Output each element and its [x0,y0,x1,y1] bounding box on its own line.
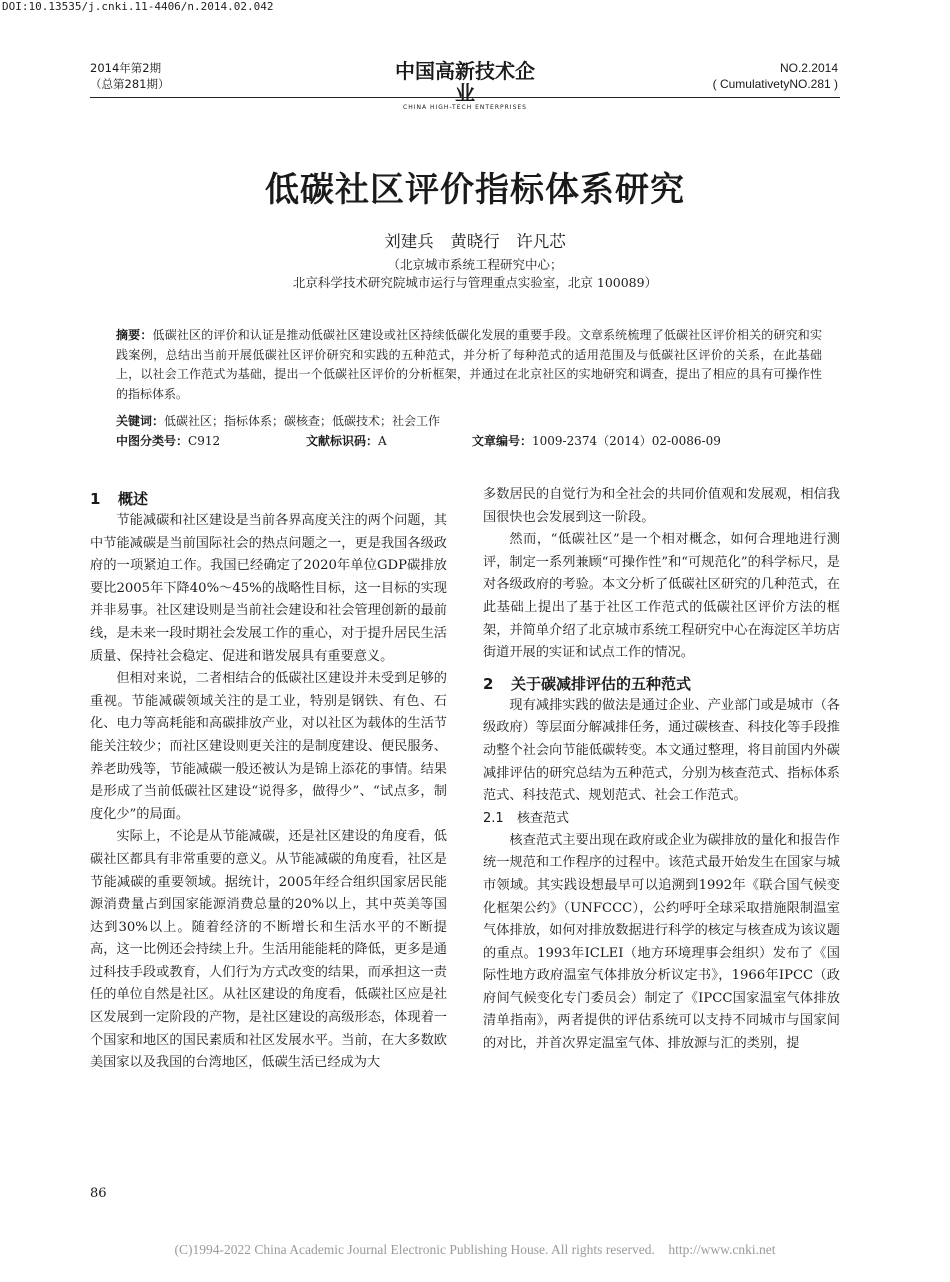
section-1-paragraph-4: 然而，“低碳社区”是一个相对概念，如何合理地进行测评，制定一系列兼顾“可操作性”和“可规范化”的科学标尺，是对各级政府的考验。本文分析了低碳社区研究的几种范式，在此基础上提出了基于社区工作范式的低碳社区评价方法的框架，并简单介绍了北京城市系统工程研究中心在海淀区羊坊店街道开展的实证和试点工作的情况。 [483,532,840,661]
section-1-paragraph-1: 节能减碳和社区建设是当前各界高度关注的两个问题，其中节能减碳是当前国际社会的热点问题之一，更是我国各级政府的一项紧迫工作。我国已经确定了2020年单位GDP碳排放要比2005年下降40%～45%的战略性目标，这一目标的实现并非易事。社区建设则是当前社会建设和社会管理创新的最前线，是未来一段时期社会发展工作的重心，对于提升居民生活质量、保持社会稳定、促进和谐发展具有重要意义。 [90,513,447,664]
issue-number-en: NO.2.2014 [779,61,838,75]
author-list: 刘建兵 黄晓行 许凡芯 [384,232,566,251]
abstract [116,326,822,404]
clc-label: 中图分类号： [116,434,189,448]
section-1-paragraph-3-continued: 多数居民的自觉行为和全社会的共同价值观和发展观，相信我国很快也会发展到这一阶段。 [483,487,840,525]
section-1-heading [90,488,447,510]
section-2-heading [483,673,840,695]
classification-line [116,432,836,452]
abstract-text: 低碳社区的评价和认证是推动低碳社区建设或社区持续低碳化发展的重要手段。文章系统梳理了低碳社区评价相关的研究和实践案例，总结出当前开展低碳社区评价研究和实践的五种范式，并分析了每种范式的适用范围及与低碳社区评价的关系，在此基础上，以社会工作范式为基础，提出一个低碳社区评价的分析框架，并通过在北京社区的实地研究和调查，提出了相应的具有可操作性的指标体系。 [116,328,822,401]
copyright-footer: (C)1994-2022 China Academic Journal Electronic Publishing House. All rights reserved. http://www.cnki.net [174,1242,776,1257]
journal-logo [395,60,535,111]
section-1-number: 1 [90,490,101,508]
section-2-title: 关于碳减排评估的五种范式 [511,674,692,693]
doc-code-value: A [378,434,387,448]
keywords-label: 关键词： [116,414,165,428]
total-issue-en: ( CumulativetyNO.281 ) [712,77,838,91]
section-2-paragraph-1: 现有减排实践的做法是通过企业、产业部门或是城市（各级政府）等层面分解减排任务，通过碳核查、科技化等手段推动整个社会向节能低碳转变。本文通过整理，将目前国内外碳减排评估的研究总结为五种范式，分别为核查范式、指标体系范式、科技范式、规划范式、社会工作范式。 [483,697,840,804]
article-number-value: 1009-2374（2014）02-0086-09 [532,434,721,448]
paper-title: 低碳社区评价指标体系研究 [265,170,685,210]
affiliation-line-1: （北京城市系统工程研究中心； [387,257,563,272]
issue-number-cn: 2014年第2期 [90,61,162,75]
right-column [483,484,840,1056]
subsection-2-1-title: 核查范式 [517,810,570,826]
keywords [116,412,440,429]
section-2-number: 2 [483,674,494,693]
document-code [306,432,387,449]
doc-code-label: 文献标识码： [306,434,379,448]
subsection-2-1-number: 2.1 [483,810,504,826]
clc-number [116,432,220,449]
total-issue-cn: （总第281期） [90,77,170,91]
subsection-2-1-paragraph-1: 核查范式主要出现在政府或企业为碳排放的量化和报告作统一规范和工作程序的过程中。该范式最开始发生在国家与城市领域。其实践设想最早可以追溯到1992年《联合国气候变化框架公约》（UNFCCC），公约呼吁全球采取措施限制温室气体排放，如何对排放数据进行科学的核定与核查成为该议题的重点。1993年ICLEI（地方环境理事会组织）发布了《国际性地方政府温室气体排放分析议定书》，1966年IPCC（政府间气候变化专门委员会）制定了《IPCC国家温室气体排放清单指南》，两者提供的评估系统可以支持不同城市与国家间的对比，并首次界定温室气体、排放源与汇的类别，提 [483,832,840,1052]
keywords-text: 低碳社区；指标体系；碳核查；低碳技术；社会工作 [164,414,441,428]
affiliation-line-2: 北京科学技术研究院城市运行与管理重点实验室，北京 100089） [292,275,658,290]
section-1-paragraph-3: 实际上，不论是从节能减碳，还是社区建设的角度看，低碳社区都具有非常重要的意义。从节能减碳的角度看，社区是节能减碳的重要领域。据统计，2005年经合组织国家居民能源消费量占到国家能源消费总量的20%以上，其中英美等国达到30%以上。随着经济的不断增长和生活水平的不断提高，这一比例还会持续上升。生活用能能耗的降低，更多是通过科技手段或教育，人们行为方式改变的结果，而承担这一责任的单位自然是社区。从社区建设的角度看，低碳社区应是社区发展到一定阶段的产物，是社区建设的高级形态，体现着一个国家和地区的国民素质和社区发展水平。当前，在大多数欧美国家以及我国的台湾地区，低碳生活已经成为大 [90,829,447,1071]
affiliation [0,256,950,292]
section-1-paragraph-2: 但相对来说，二者相结合的低碳社区建设并未受到足够的重视。节能减碳领域关注的是工业，特别是钢铁、有色、石化、电力等高耗能和高碳排放产业，对以社区为载体的生活节能关注较少；而社区建设则更关注的是制度建设、便民服务、养老助残等，节能减碳一般还被认为是锦上添花的事情。结果是形成了当前低碳社区建设“说得多，做得少”、“试点多，制度化少”的局面。 [90,671,447,822]
article-number-label: 文章编号： [472,434,533,448]
abstract-label: 摘要： [116,328,153,342]
page-number: 86 [90,1186,107,1201]
article-number [472,432,721,449]
left-column [90,488,447,1075]
issue-info-cn [90,60,169,92]
subsection-2-1-heading [483,808,840,830]
header-rule [90,97,840,98]
doi-line: DOI:10.13535/j.cnki.11-4406/n.2014.02.042 [2,0,274,13]
issue-info-en [713,60,838,92]
section-1-title: 概述 [118,490,149,508]
journal-logo-en: CHINA HIGH-TECH ENTERPRISES [403,104,527,111]
journal-logo-cn: 中国高新技术企业 [395,59,535,105]
clc-value: C912 [188,434,221,448]
